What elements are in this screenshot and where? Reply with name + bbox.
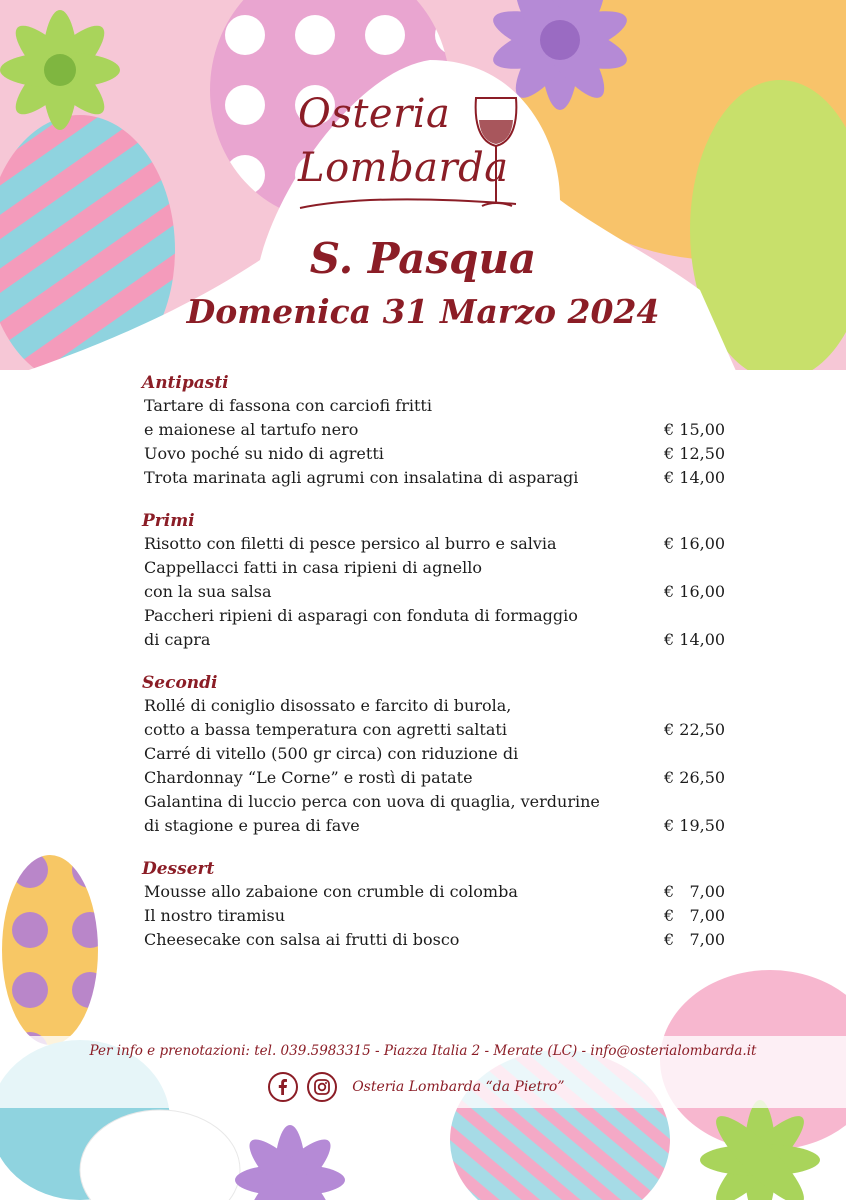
logo-line-1: Osteria [298, 91, 451, 137]
dish-text: e maionese al tartufo nero [144, 420, 359, 439]
dish-text: Rollé di coniglio disossato e farcito di burola, [144, 696, 512, 715]
menu-item [144, 466, 744, 490]
section-antipasti [144, 372, 744, 490]
dish-text: Galantina di luccio perca con uova di quaglia, verdurine [144, 792, 600, 811]
dish-price: € 19,50 [664, 816, 726, 835]
social-links [268, 1072, 565, 1106]
menu-item [144, 766, 744, 790]
dish-text: Paccheri ripieni di asparagi con fonduta di formaggio [144, 606, 578, 625]
section-primi [144, 510, 744, 652]
logo-swash [298, 194, 518, 214]
logo-line-2: Lombarda [298, 145, 509, 191]
dish-price: € 22,50 [664, 720, 726, 739]
menu-item [144, 814, 744, 838]
dish-price: € 12,50 [664, 444, 726, 463]
dish-price: € 16,00 [664, 582, 726, 601]
menu [144, 372, 744, 972]
dish-price: € 7,00 [664, 906, 726, 925]
instagram-icon[interactable] [307, 1072, 337, 1102]
dish-price: € 14,00 [664, 468, 726, 487]
dish-text: Trota marinata agli agrumi con insalatina di asparagi [144, 468, 579, 487]
menu-item [144, 694, 744, 718]
menu-item [144, 532, 744, 556]
dish-text: Cappellacci fatti in casa ripieni di agnello [144, 558, 482, 577]
menu-item [144, 880, 744, 904]
dish-text: Chardonnay “Le Corne” e rostì di patate [144, 768, 473, 787]
social-handle: Osteria Lombarda “da Pietro” [352, 1079, 565, 1095]
dish-text: Uovo poché su nido di agretti [144, 444, 384, 463]
event-date: Domenica 31 Marzo 2024 [186, 292, 660, 331]
page-title: S. Pasqua [309, 234, 537, 283]
dish-text: Il nostro tiramisu [144, 906, 286, 925]
menu-item [144, 604, 744, 628]
menu-item [144, 790, 744, 814]
dish-text: Tartare di fassona con carciofi fritti [144, 396, 432, 415]
dish-text: di capra [144, 630, 211, 649]
menu-item [144, 742, 744, 766]
menu-item [144, 418, 744, 442]
dish-text: cotto a bassa temperatura con agretti saltati [144, 720, 507, 739]
dish-price: € 16,00 [664, 534, 726, 553]
section-dessert [144, 858, 744, 952]
dish-price: € 26,50 [664, 768, 726, 787]
section-secondi [144, 672, 744, 838]
dish-text: Risotto con filetti di pesce persico al burro e salvia [144, 534, 557, 553]
restaurant-logo [298, 92, 528, 222]
section-title: Secondi [142, 673, 218, 693]
section-title: Primi [142, 511, 195, 531]
dish-text: Mousse allo zabaione con crumble di colomba [144, 882, 518, 901]
facebook-icon[interactable] [268, 1072, 298, 1102]
menu-item [144, 904, 744, 928]
menu-item [144, 556, 744, 580]
section-title: Dessert [142, 859, 215, 879]
dish-price: € 14,00 [664, 630, 726, 649]
menu-item [144, 718, 744, 742]
menu-item [144, 442, 744, 466]
menu-item [144, 580, 744, 604]
menu-item [144, 394, 744, 418]
dish-price: € 7,00 [664, 882, 726, 901]
dish-text: con la sua salsa [144, 582, 272, 601]
menu-item [144, 928, 744, 952]
section-title: Antipasti [142, 373, 229, 393]
dish-text: Carré di vitello (500 gr circa) con riduzione di [144, 744, 519, 763]
dish-text: di stagione e purea di fave [144, 816, 360, 835]
menu-item [144, 628, 744, 652]
dish-price: € 15,00 [664, 420, 726, 439]
dish-price: € 7,00 [664, 930, 726, 949]
dish-text: Cheesecake con salsa ai frutti di bosco [144, 930, 460, 949]
contact-info: Per info e prenotazioni: tel. 039.5983315 - Piazza Italia 2 - Merate (LC) - info@osterialombarda.it [89, 1043, 757, 1059]
